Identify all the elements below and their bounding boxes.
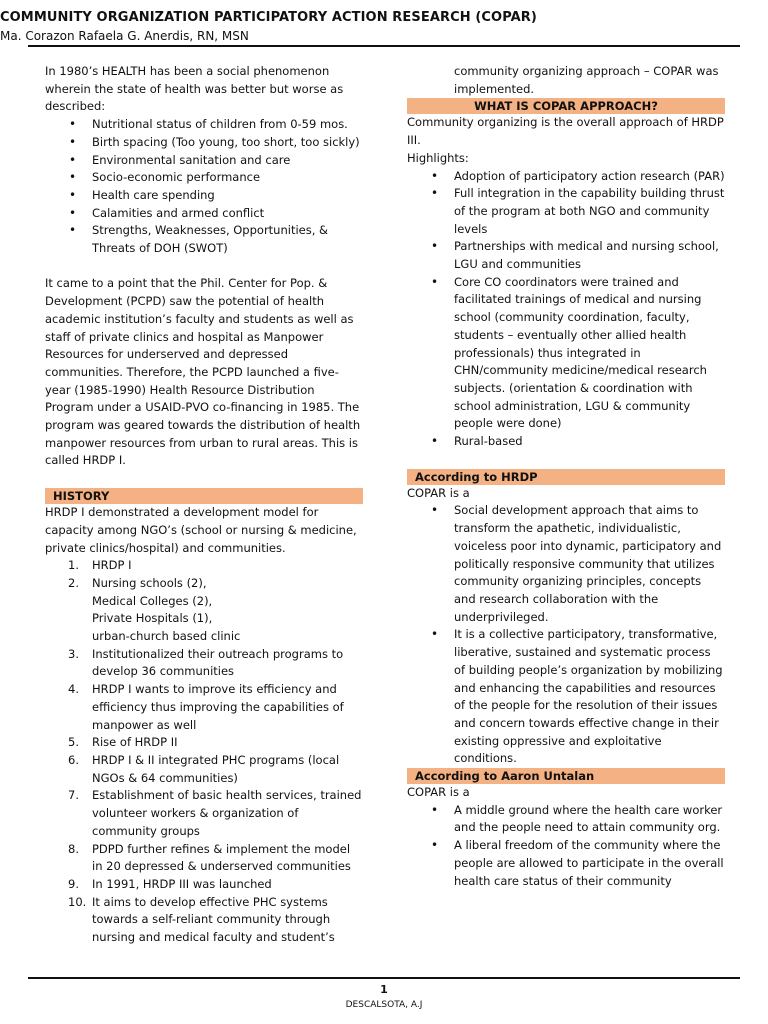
document-title: COMMUNITY ORGANIZATION PARTICIPATORY ACTION RESEARCH (COPAR)	[0, 10, 537, 25]
list-item	[68, 752, 363, 787]
item-number: 10.	[68, 894, 87, 909]
intro-bullet-list	[45, 116, 363, 258]
item-number: 4.	[68, 682, 79, 697]
list-item	[68, 681, 363, 734]
highlights-label: Highlights:	[407, 150, 469, 165]
footer-rule	[28, 977, 740, 979]
aaron-intro: COPAR is a	[407, 785, 470, 800]
header-rule	[28, 45, 740, 47]
item-text: urban-church based clinic	[92, 629, 241, 644]
item-number: 6.	[68, 753, 79, 767]
list-item: • Environmental sanitation and care	[92, 152, 363, 170]
list-item: • Adoption of participatory action research (PAR)	[454, 168, 725, 186]
list-item	[68, 646, 363, 681]
right-column	[407, 63, 725, 890]
list-item	[92, 628, 363, 646]
pcpd-paragraph: It came to a point that the Phil. Center for Pop. & Development (PCPD) saw the potential of health academic institution’s faculty and students as well as staff of private clinics and hospital as Manpower Resources for underserved and depressed communities. Therefore, the PCPD launched a five-year (1985-1990) Health Resource Distribution Program under a USAID-PVO co-financing in 1985. The program was geared towards the distribution of health manpower resources from urban to rural areas. This is called HRDP I.	[45, 276, 361, 468]
item-text: Private Hospitals (1),	[92, 611, 213, 626]
what-is-copar-heading: WHAT IS COPAR APPROACH?	[407, 98, 725, 114]
author-line: Ma. Corazon Rafaela G. Anerdis, RN, MSN	[0, 29, 249, 43]
continued-text: community organizing approach – COPAR was implemented.	[454, 64, 719, 96]
list-item	[68, 734, 363, 752]
aaron-list	[407, 802, 725, 891]
item-text: Nursing schools (2),	[92, 575, 207, 590]
item-number: 5.	[68, 735, 79, 750]
item-number: 1.	[68, 558, 79, 573]
item-number: 9.	[68, 876, 79, 891]
list-item	[68, 876, 363, 894]
list-item: • A middle ground where the health care worker and the people need to attain community org.	[454, 802, 725, 837]
item-text: HRDP I & II integrated PHC programs (local NGOs & 64 communities)	[92, 753, 340, 785]
list-item	[68, 894, 363, 947]
list-item: • Nutritional status of children from 0-59 mos.	[92, 116, 363, 134]
spacer	[407, 451, 725, 469]
left-column	[45, 63, 363, 947]
item-text: Establishment of basic health services, trained volunteer workers & organization of community groups	[92, 788, 362, 838]
footer-name: DESCALSOTA, A.J	[345, 1000, 423, 1010]
item-number: 8.	[68, 841, 79, 856]
list-item: • Birth spacing (Too young, too short, too sickly)	[92, 134, 363, 152]
item-number: 3.	[68, 646, 79, 661]
history-list	[45, 557, 363, 946]
according-hrdp-heading: According to HRDP	[407, 469, 725, 485]
item-text: Institutionalized their outreach programs to develop 36 communities	[92, 646, 344, 679]
list-item	[68, 787, 363, 840]
hrdp-intro: COPAR is a	[407, 485, 470, 500]
list-item: • It is a collective participatory, transformative, liberative, sustained and systematic process of building people’s organization by mobilizing and enhancing the capabilities and resources of the people for the resolution of their issues and concern towards effective change in their existing oppressive and exploitative conditions.	[454, 626, 725, 768]
history-intro: HRDP I demonstrated a development model for capacity among NGO’s (school or nursing & medicine, private clinics/hospital) and communities.	[45, 505, 357, 555]
list-item	[68, 841, 363, 876]
list-item: • Socio-economic performance	[92, 169, 363, 187]
item-text: In 1991, HRDP III was launched	[92, 876, 272, 891]
list-item	[68, 557, 363, 575]
list-item: • Core CO coordinators were trained and facilitated trainings of medical and nursing school (community coordination, faculty, students – eventually other allied health professionals) thus integrated in CHN/community medicine/medical research subjects. (orientation & coordination with school administration, LGU & community people were done)	[454, 274, 725, 433]
list-item: • Social development approach that aims to transform the apathetic, individualistic, voiceless poor into dynamic, participatory and politically responsive community that utilizes community organizing principles, concepts and research collaboration with the underprivileged.	[454, 502, 725, 626]
item-number: 2.	[68, 575, 79, 590]
list-item: • Strengths, Weaknesses, Opportunities, & Threats of DOH (SWOT)	[92, 222, 363, 257]
spacer	[45, 258, 363, 276]
list-item: • Calamities and armed conflict	[92, 205, 363, 223]
item-text: HRDP I	[92, 558, 132, 573]
item-text: Medical Colleges (2),	[92, 593, 213, 608]
what-intro: Community organizing is the overall approach of HRDP III.	[407, 115, 724, 148]
list-item	[92, 610, 363, 628]
highlights-list	[407, 168, 725, 451]
item-text: Rise of HRDP II	[92, 735, 178, 750]
according-aaron-heading: According to Aaron Untalan	[407, 768, 725, 784]
page-number: 1	[380, 983, 388, 996]
history-heading: HISTORY	[45, 488, 363, 504]
item-text: PDPD further refines & implement the model in 20 depressed & underserved communities	[92, 841, 351, 874]
intro-paragraph: In 1980’s HEALTH has been a social phenomenon wherein the state of health was better but worse as described:	[45, 64, 344, 114]
list-item	[92, 593, 363, 611]
item-text: It aims to develop effective PHC systems towards a self-reliant community through nursing and medical faculty and student’s	[92, 894, 335, 945]
list-item: • Full integration in the capability building thrust of the program at both NGO and community levels	[454, 185, 725, 238]
list-item: • Partnerships with medical and nursing school, LGU and communities	[454, 238, 725, 273]
list-item: • Health care spending	[92, 187, 363, 205]
hrdp-list	[407, 502, 725, 768]
item-text: HRDP I wants to improve its efficiency and efficiency thus improving the capabilities of manpower as well	[92, 682, 344, 732]
item-number: 7.	[68, 788, 79, 803]
list-item: • A liberal freedom of the community where the people are allowed to participate in the overall health care status of their community	[454, 837, 725, 890]
spacer	[45, 470, 363, 488]
list-item	[68, 575, 363, 593]
list-item: • Rural-based	[454, 433, 725, 451]
